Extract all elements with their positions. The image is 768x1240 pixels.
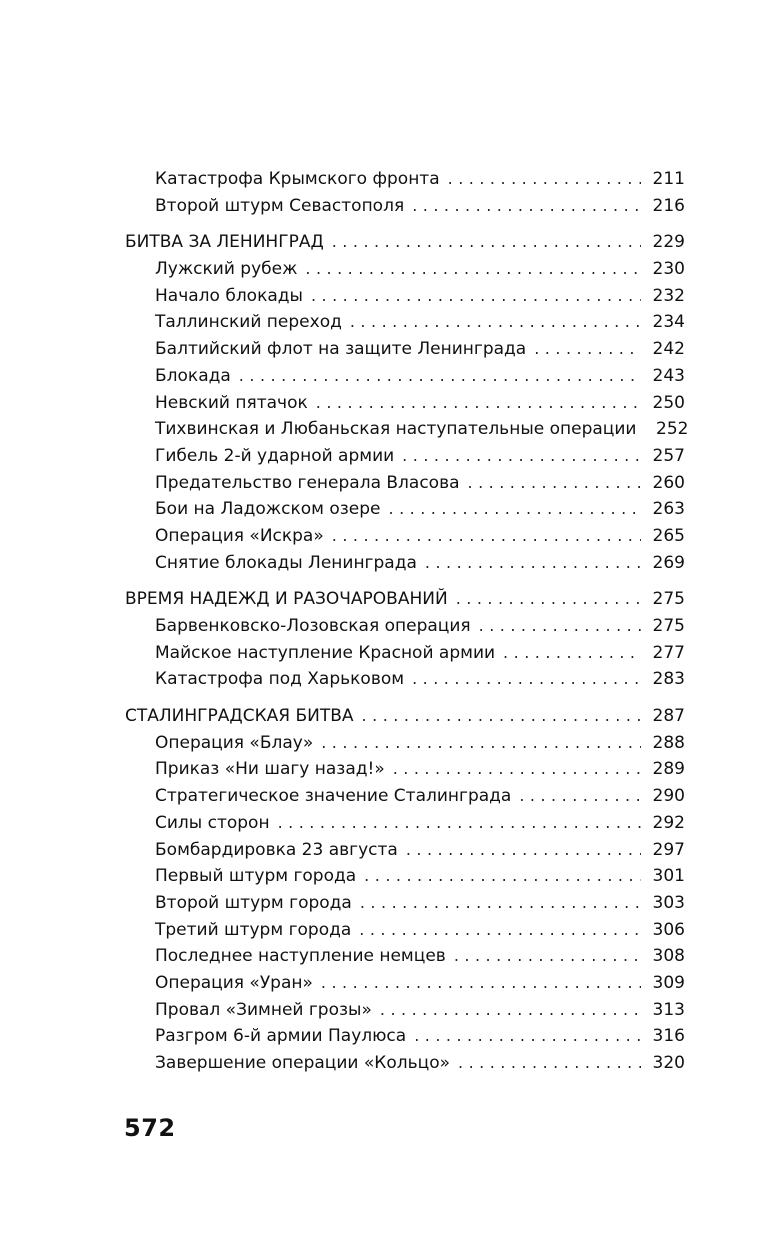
toc-entry (125, 613, 685, 640)
dot-leader (398, 837, 641, 864)
toc-entry-title: Операция «Уран» (155, 972, 313, 993)
toc-entry-title: Операция «Блау» (155, 732, 314, 753)
page-number: 572 (124, 1114, 176, 1142)
toc-entry-title: Блокада (155, 365, 231, 386)
toc-entry-title: Стратегическое значение Сталинграда (155, 786, 512, 807)
table-of-contents (125, 166, 689, 1077)
dot-leader (448, 586, 641, 613)
toc-entry (125, 443, 685, 470)
toc-entry-title: Снятие блокады Ленинграда (155, 552, 417, 573)
toc-entry-page: 260 (652, 472, 685, 493)
toc-entry-title: Таллинский переход (155, 312, 342, 333)
toc-entry-page: 216 (652, 195, 685, 216)
dot-leader (342, 309, 641, 336)
toc-entry (125, 640, 685, 667)
toc-entry-title: Катастрофа под Харьковом (155, 669, 405, 690)
toc-entry (125, 496, 685, 523)
dot-leader (324, 229, 641, 256)
toc-entry-page: 306 (652, 919, 685, 940)
toc-entry-title: БИТВА ЗА ЛЕНИНГРАД (125, 232, 324, 253)
toc-entry-title: Первый штурм города (155, 866, 357, 887)
toc-entry (125, 666, 685, 693)
toc-entry-title: Гибель 2-й ударной армии (155, 445, 395, 466)
toc-entry-page: 250 (652, 392, 685, 413)
toc-entry-page: 211 (652, 169, 685, 189)
toc-entry (125, 523, 685, 550)
toc-entry-title: Второй штурм города (155, 892, 352, 913)
dot-leader (297, 256, 641, 283)
toc-entry-page: 316 (652, 1026, 685, 1047)
toc-entry-page: 269 (652, 552, 685, 573)
toc-entry (125, 283, 685, 310)
toc-entry-page: 283 (652, 669, 685, 690)
dot-leader (406, 1023, 641, 1050)
toc-entry-title: ВРЕМЯ НАДЕЖД И РАЗОЧАРОВАНИЙ (125, 589, 448, 610)
dot-leader (381, 496, 641, 523)
dot-leader (450, 1050, 641, 1077)
toc-section-entry (125, 586, 685, 613)
toc-entry (125, 550, 685, 577)
dot-leader (354, 703, 641, 730)
toc-entry-title: Разгром 6-й армии Паулюса (155, 1026, 407, 1047)
toc-entry (125, 193, 685, 220)
toc-entry-title: Лужский рубеж (155, 259, 298, 280)
toc-entry-page: 257 (652, 445, 685, 466)
dot-leader (526, 336, 641, 363)
toc-entry (125, 756, 685, 783)
dot-leader (446, 943, 641, 970)
toc-entry (125, 256, 685, 283)
toc-entry-title: Бои на Ладожском озере (155, 499, 381, 520)
dot-leader (351, 917, 641, 944)
toc-entry-page: 313 (652, 999, 685, 1020)
toc-entry-page: 288 (652, 732, 685, 753)
toc-entry-title: Балтийский флот на защите Ленинграда (155, 339, 527, 360)
toc-entry-title: Майское наступление Красной армии (155, 642, 496, 663)
toc-entry (125, 997, 685, 1024)
toc-entry (125, 970, 685, 997)
toc-entry-title: Провал «Зимней грозы» (155, 999, 372, 1020)
dot-leader (308, 390, 641, 417)
dot-leader (636, 416, 644, 443)
toc-entry (125, 1023, 685, 1050)
toc-entry (125, 470, 685, 497)
toc-entry-title: Катастрофа Крымского фронта (155, 169, 440, 189)
dot-leader (440, 166, 641, 193)
dot-leader (404, 193, 641, 220)
dot-leader (356, 863, 641, 890)
toc-entry-title: СТАЛИНГРАДСКАЯ БИТВА (125, 706, 354, 727)
toc-entry-title: Предательство генерала Власова (155, 472, 460, 493)
toc-entry-title: Третий штурм города (155, 919, 352, 940)
dot-leader (231, 363, 641, 390)
dot-leader (313, 730, 641, 757)
toc-entry-title: Завершение операции «Кольцо» (155, 1053, 451, 1073)
toc-entry-page: 309 (652, 972, 685, 993)
toc-entry-page: 234 (652, 312, 685, 333)
dot-leader (394, 443, 641, 470)
toc-entry (125, 1050, 685, 1077)
toc-entry-title: Второй штурм Севастополя (155, 195, 405, 216)
toc-entry (125, 890, 685, 917)
dot-leader (372, 997, 641, 1024)
toc-entry (125, 363, 685, 390)
toc-entry-page: 230 (652, 259, 685, 280)
dot-leader (352, 890, 641, 917)
toc-section-entry (125, 703, 685, 730)
dot-leader (511, 783, 641, 810)
dot-leader (417, 550, 641, 577)
toc-entry-page: 263 (652, 499, 685, 520)
dot-leader (404, 666, 641, 693)
toc-entry-title: Операция «Искра» (155, 525, 324, 546)
dot-leader (460, 470, 641, 497)
toc-entry (125, 390, 685, 417)
toc-entry-page: 320 (652, 1053, 685, 1073)
toc-entry-page: 308 (652, 946, 685, 967)
toc-entry-page: 252 (656, 419, 689, 440)
toc-entry-title: Силы сторон (155, 812, 270, 833)
toc-entry-page: 303 (652, 892, 685, 913)
dot-leader (270, 810, 641, 837)
toc-entry-title: Барвенковско-Лозовская операция (155, 616, 471, 636)
toc-entry-page: 277 (652, 642, 685, 663)
toc-entry-page: 265 (652, 525, 685, 546)
dot-leader (303, 283, 641, 310)
toc-entry-page: 275 (652, 589, 685, 610)
toc-entry (125, 810, 685, 837)
dot-leader (313, 970, 641, 997)
toc-section-entry (125, 229, 685, 256)
toc-entry-title: Тихвинская и Любаньская наступательные операции (155, 419, 637, 440)
toc-entry (125, 730, 685, 757)
dot-leader (471, 613, 641, 640)
toc-entry (125, 917, 685, 944)
toc-entry-page: 301 (652, 866, 685, 887)
toc-entry-title: Приказ «Ни шагу назад!» (155, 759, 385, 780)
toc-entry-title: Начало блокады (155, 285, 303, 306)
toc-entry (125, 863, 685, 890)
toc-entry-page: 289 (652, 759, 685, 780)
toc-entry-title: Невский пятачок (155, 392, 308, 413)
dot-leader (324, 523, 641, 550)
toc-entry-page: 275 (652, 616, 685, 636)
dot-leader (495, 640, 641, 667)
toc-entry-page: 290 (652, 786, 685, 807)
toc-entry-page: 229 (652, 232, 685, 253)
toc-entry-page: 242 (652, 339, 685, 360)
toc-entry-page: 297 (652, 839, 685, 860)
toc-entry-page: 232 (652, 285, 685, 306)
toc-entry (125, 837, 685, 864)
toc-entry (125, 416, 689, 443)
toc-entry-page: 287 (652, 706, 685, 727)
toc-entry (125, 783, 685, 810)
toc-entry-title: Бомбардировка 23 августа (155, 839, 398, 860)
toc-entry-title: Последнее наступление немцев (155, 946, 446, 967)
toc-entry-page: 292 (652, 812, 685, 833)
toc-entry (125, 943, 685, 970)
toc-entry (125, 166, 685, 193)
toc-entry-page: 243 (652, 365, 685, 386)
toc-entry (125, 309, 685, 336)
toc-entry (125, 336, 685, 363)
dot-leader (385, 756, 641, 783)
